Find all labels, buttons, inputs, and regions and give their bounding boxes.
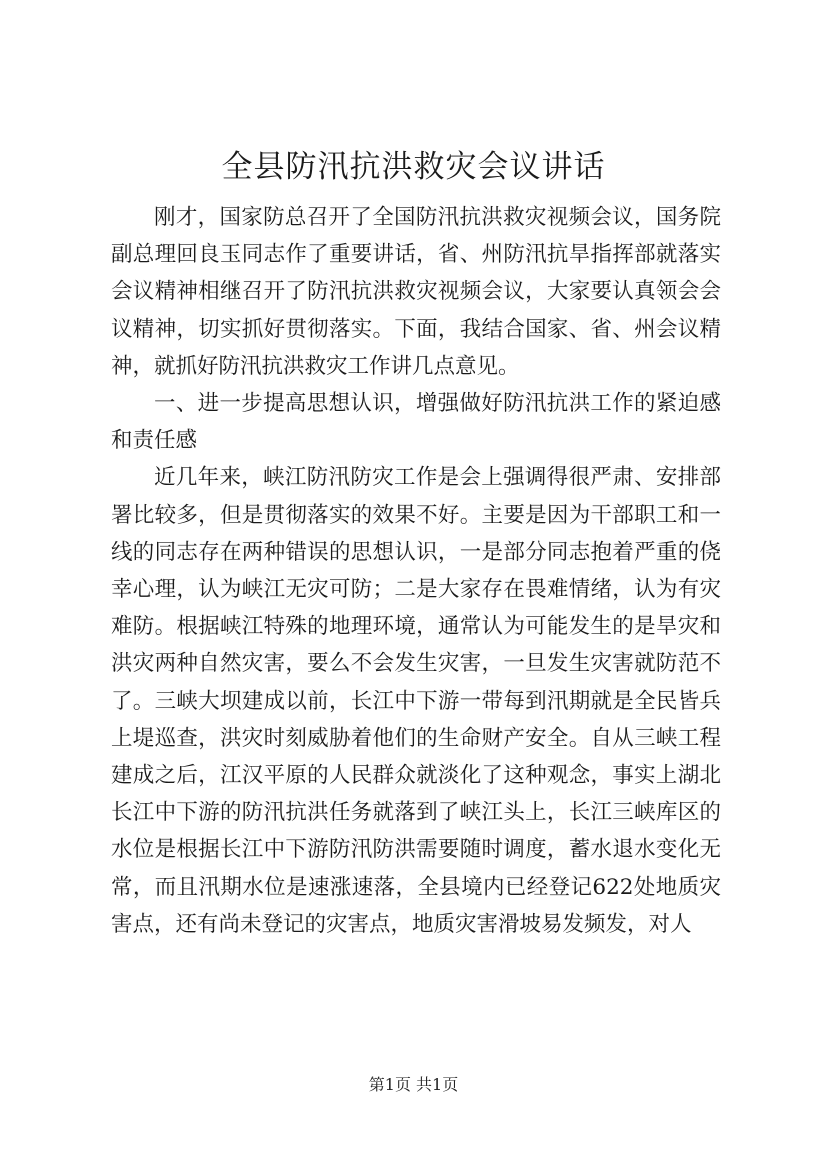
paragraph-section-1: 近几年来，峡江防汛防灾工作是会上强调得很严肃、安排部署比较多，但是贯彻落实的效果不好。主要是因为干部职工和一线的同志存在两种错误的思想认识，一是部分同志抱着严重的侥幸心理，认为峡江无灾可防；二是大家存在畏难情绪，认为有灾难防。根据峡江特殊的地理环境，通常认为可能发生的是旱灾和洪灾两种自然灾害，要么不会发生灾害，一旦发生灾害就防范不了。三峡大坝建成以前，长江中下游一带每到汛期就是全民皆兵上堤巡查，洪灾时刻威胁着他们的生命财产安全。自从三峡工程建成之后，江汉平原的人民群众就淡化了这种观念，事实上湖北长江中下游的防汛抗洪任务就落到了峡江头上，长江三峡库区的水位是根据长江中下游防汛防洪需要随时调度，蓄水退水变化无常，而且汛期水位是速涨速落，全县境内已经登记622处地质灾害点，还有尚未登记的灾害点，地质灾害滑坡易发频发，对人 xyxy=(111,465,721,937)
section-heading-1: 一、进一步提高思想认识，增强做好防汛抗洪工作的紧迫感和责任感 xyxy=(111,391,721,454)
document-title: 全县防汛抗洪救灾会议讲话 xyxy=(221,149,606,185)
document-body xyxy=(111,199,721,943)
paragraph-intro: 刚才，国家防总召开了全国防汛抗洪救灾视频会议，国务院副总理回良玉同志作了重要讲话，省、州防汛抗旱指挥部就落实会议精神相继召开了防汛抗洪救灾视频会议，大家要认真领会会议精神，切实抓好贯彻落实。下面，我结合国家、省、州会议精神，就抓好防汛抗洪救灾工作讲几点意见。 xyxy=(111,205,721,379)
page-footer: 第1页 共1页 xyxy=(368,1075,459,1094)
